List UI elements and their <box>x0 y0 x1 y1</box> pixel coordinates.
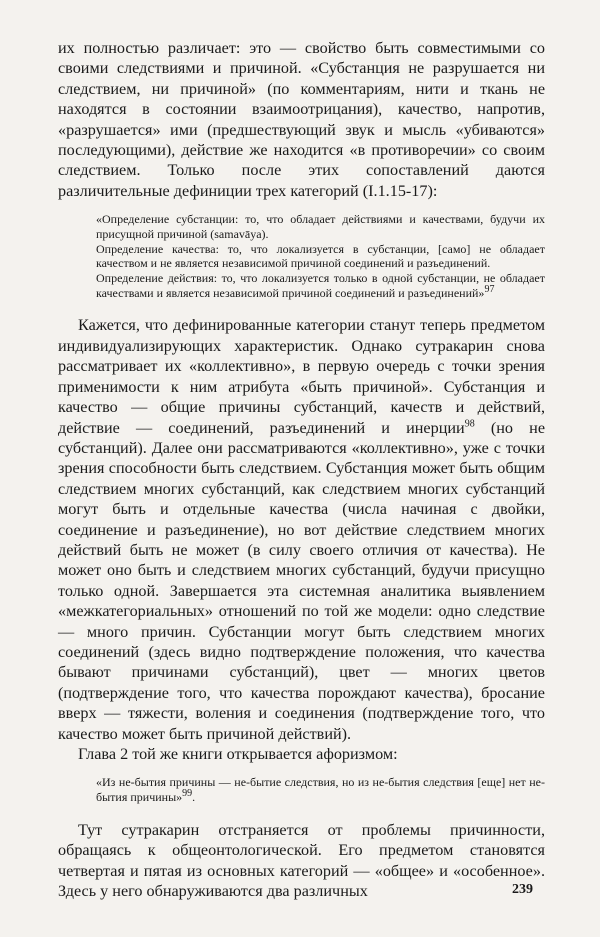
footnote-98: 98 <box>464 418 475 430</box>
footnote-99: 99 <box>182 788 193 800</box>
quote-aphorism <box>96 775 545 804</box>
page-content <box>58 38 545 901</box>
definition-quality: Определение качества: то, что локализуется в субстанции, [само] не обладает качеством и не является независимой причиной соединений и разъединений. <box>96 241 545 271</box>
paragraph-4: Тут сутракарин отстраняется от проблемы причинности, обращаясь к общеонтологической. Его предметом становятся четвертая и пятая из основных категорий — «общее» и «особенное». Здесь у него обнаруживаются два различных <box>58 820 545 901</box>
definition-substance: «Определение субстанции: то, что обладает действиями и качествами, будучи их присущной причиной (samavāya). <box>96 212 545 241</box>
page-number: 239 <box>512 882 533 897</box>
aphorism <box>96 775 545 804</box>
paragraph-1: их полностью различает: это — свойство быть совместимыми со своими следствиями и причиной. «Субстанция не разрушается ни следствием, ни причиной» (по комментариям, нити и ткань не находятся в состоянии взаимоотрицания), качество, напротив, «разрушается» ими (предшествующий звук и мысль «убиваются» последующими), действие же находится «в противоречии» со своим следствием. Только после этих сопоставлений даются различительные дефиниции трех категорий (I.1.15-17): <box>58 39 545 200</box>
footnote-97: 97 <box>484 283 495 295</box>
paragraph-3: Глава 2 той же книги открывается афоризмом: <box>78 745 398 763</box>
definition-action <box>96 271 545 300</box>
aphorism-end: . <box>192 790 196 805</box>
paragraph-2-part-2: (но не субстанций). Далее они рассматриваются «коллективно», уже с точки зрения способности быть следствием. Субстанция может быть общим следствием многих субстанций, как следствием многих субстанций могут быть и отдельные качества (числа начиная с двойки, соединение и разъединение), но вот действие следствием многих действий быть не может (в силу своего отличия от качества). Не может оно быть и следствием многих субстанций, будучи присущно только одной. Завершается эта системная аналитика выявлением «межкатегориальных» отношений по той же модели: одно следствие — много причин. Субстанции могут быть следствием многих соединений (здесь видно подтверждение положения, что качества бывают причинами субстанций), цвет — многих цветов (подтверждение того, что качества порождают качества), бросание вверх — тяжести, воления и соединения (подтверждение того, что качество может быть причиной действий). <box>58 418 546 743</box>
definition-action-text: Определение действия: то, что локализуется только в одной субстанции, не обладает качествами и является независимой причиной соединений и разъединений» <box>96 271 545 300</box>
aphorism-text: «Из не-бытия причины — не-бытие следствия, но из не-бытия следствия [еще] нет не-бытия причины» <box>96 775 545 805</box>
quote-definitions <box>96 212 545 300</box>
paragraph-2 <box>58 315 545 744</box>
paragraph-2-part-1: Кажется, что дефинированные категории станут теперь предметом индивидуализирующих характеристик. Однако сутракарин снова рассматривает их «коллективно», в первую очередь с точки зрения применимости к ним атрибута «быть причиной». Субстанция и качество — общие причины субстанций, качеств и действий, действие — соединений, разъединений и инерции <box>58 316 545 437</box>
